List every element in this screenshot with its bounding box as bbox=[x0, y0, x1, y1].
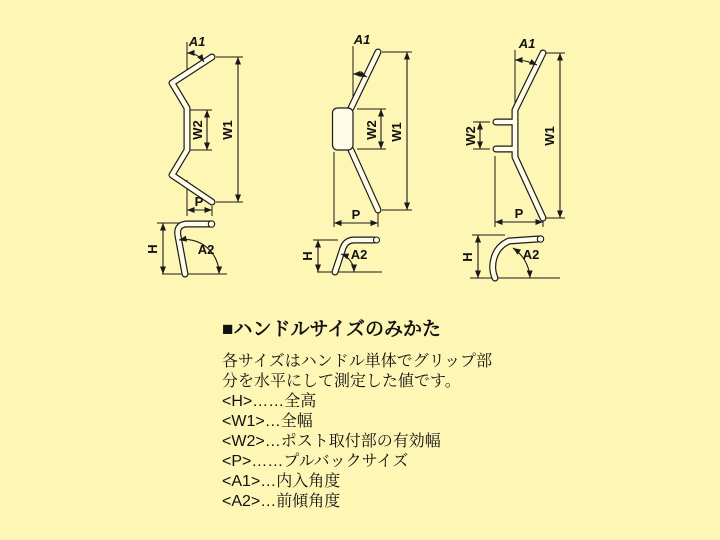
dim-label-w1: W1 bbox=[389, 122, 404, 142]
description-line-1: 各サイズはハンドル単体でグリップ部 bbox=[222, 353, 493, 370]
section-heading: ■ハンドルサイズのみかた bbox=[222, 319, 441, 340]
grip-end-cap bbox=[208, 221, 214, 227]
dim-label-p: P bbox=[194, 194, 204, 209]
dim-label-p: P bbox=[351, 207, 361, 222]
dim-label-w2: W2 bbox=[463, 126, 478, 146]
post-clamp-bracket bbox=[333, 108, 354, 150]
size-guide-text-block bbox=[222, 314, 522, 512]
dim-label-a2: A2 bbox=[197, 242, 215, 257]
grip-end-cap bbox=[374, 237, 380, 243]
extension-lines bbox=[157, 223, 227, 274]
dim-label-p: P bbox=[514, 206, 524, 221]
dim-label-w2: W2 bbox=[364, 120, 379, 140]
handlebar-tube bbox=[496, 53, 543, 218]
dim-label-a1: A1 bbox=[188, 34, 206, 49]
description-line-2: 分を水平にして測定した値です。 bbox=[222, 373, 461, 390]
legend-item-w1: <W1>…全幅 bbox=[222, 413, 313, 430]
dim-label-w2: W2 bbox=[190, 120, 205, 140]
legend-item-p: <P>……プルバックサイズ bbox=[222, 453, 409, 470]
dim-label-a1: A1 bbox=[518, 36, 536, 51]
handlebar-diagram-3-side-view bbox=[460, 228, 580, 310]
legend-item-w2: <W2>…ポスト取付部の有効幅 bbox=[222, 433, 441, 450]
dim-label-a1: A1 bbox=[353, 32, 371, 47]
dim-label-h: H bbox=[300, 251, 315, 261]
handlebar-diagram-1-top-view bbox=[145, 28, 275, 228]
dim-label-w1: W1 bbox=[220, 120, 235, 140]
dim-label-h: H bbox=[145, 244, 160, 254]
dim-label-w1: W1 bbox=[542, 126, 557, 146]
dim-label-h: H bbox=[460, 252, 475, 262]
handlebar-diagram-3-top-view bbox=[465, 28, 625, 233]
dim-label-a2: A2 bbox=[350, 247, 368, 262]
legend-item-a2: <A2>…前傾角度 bbox=[222, 493, 341, 510]
legend-item-h: <H>……全高 bbox=[222, 393, 317, 410]
handlebar-diagram-2-side-view bbox=[300, 228, 416, 306]
dim-label-a2: A2 bbox=[522, 247, 540, 262]
handlebar-diagram-2-top-view bbox=[315, 28, 460, 228]
tube-fill bbox=[351, 52, 378, 108]
grip-end-cap bbox=[537, 236, 543, 242]
tube-fill bbox=[351, 150, 378, 210]
legend-item-a1: <A1>…内入角度 bbox=[222, 473, 341, 490]
handlebar-diagram-1-side-view bbox=[145, 210, 258, 302]
